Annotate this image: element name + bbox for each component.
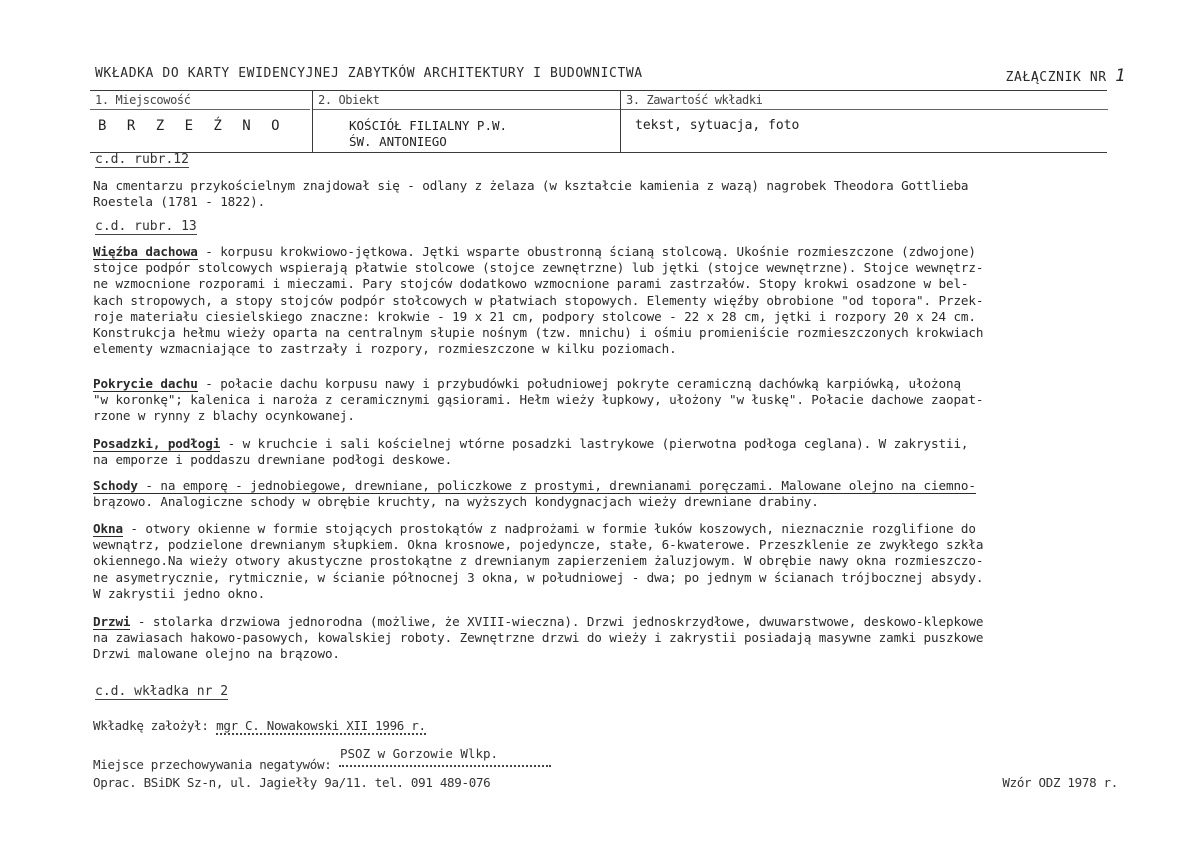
document-title: WKŁADKA DO KARTY EWIDENCYJNEJ ZABYTKÓW ARCHITEKTURY I BUDOWNICTWA — [95, 66, 643, 81]
rubric12-heading: c.d. rubr.12 — [95, 152, 189, 167]
contents-label: 3. Zawartość wkładki — [626, 93, 763, 107]
negatives-value: PSOZ w Gorzowie Wlkp. — [340, 746, 499, 761]
locality-label: 1. Miejscowość — [95, 93, 191, 107]
section-title: Więźba dachowa — [93, 244, 198, 259]
windows-section — [93, 521, 1113, 602]
text-line: brązowo. Analogiczne schody w obrębie kruchty, na wyższych kondygnacjach wieży drewniane drabiny. — [93, 494, 819, 510]
section-title: Drzwi — [93, 614, 131, 629]
locality-value: B R Z E Ź N O — [98, 118, 286, 134]
insert-continuation: c.d. wkładka nr 2 — [95, 684, 229, 699]
dotted-fill — [339, 765, 551, 767]
floors-section — [93, 436, 1113, 468]
text-line: Roestela (1781 - 1822). — [93, 194, 266, 210]
text-line: Konstrukcja hełmu wieży oparta na centralnym słupie nośnym (tzw. mnichu) i ośmiu promieniście rozmieszczonych krokwiach — [93, 325, 984, 341]
text-line: Schody - na emporę - jednobiegowe, drewniane, policzkowe z prostymi, drewnianami poręczami. Malowane olejno na ciemno- — [93, 478, 976, 493]
text-line: stojce podpór stolcowych wspierają płatwie stolcowe (stojce zewnętrzne) lub jętki (stojce wewnętrzne). Stojce wewnętrz- — [93, 260, 984, 276]
text-line: "w koronkę"; kalenica i naroża z ceramicznymi gąsiorami. Hełm wieży łupkowy, ułożony "w łuskę". Połacie dachowe zaopat- — [93, 392, 984, 408]
section-title: Pokrycie dachu — [93, 376, 198, 391]
text-line: elementy wzmacniające to zastrzały i rozpory, rozmieszczone w kilku poziomach. — [93, 341, 677, 357]
text-line: roje materiału ciesielskiego znaczne: krokwie - 19 x 21 cm, podpory stolcowe - 22 x 28 cm, jętki i rozpory 20 x 24 cm. — [93, 308, 976, 324]
text-line: Drzwi malowane olejno na brązowo. — [93, 646, 340, 662]
contents-value: tekst, sytuacja, foto — [635, 118, 800, 133]
object-value-line1: KOŚCIÓŁ FILIALNY P.W. — [349, 118, 508, 133]
text-line: na emporze i poddaszu drewniane podłogi deskowe. — [93, 452, 453, 468]
text-line: Posadzki, podłogi - w kruchcie i sali kościelnej wtórne posadzki lastrykowe (pierwotna podłoga ceglana). W zakrystii, — [93, 436, 969, 451]
rubric12-text — [93, 178, 1113, 210]
form-code: Wzór ODZ 1978 r. — [1002, 775, 1118, 790]
section-title: Okna — [93, 521, 123, 536]
roof-truss-section — [93, 244, 1113, 357]
text-line: Na cmentarzu przykościelnym znajdował się - odlany z żelaza (w kształcie kamienia z wazą) nagrobek Theodora Gottlieba — [93, 178, 969, 193]
text-line: W zakrystii jedno okno. — [93, 585, 266, 601]
cell-divider — [313, 109, 621, 110]
contents-cell — [620, 91, 1108, 152]
attachment-label: ZAŁĄCZNIK NR — [1005, 70, 1107, 85]
text-line: kach stropowych, a stopy stojców podpór stołcowych w płatwiach stopowych. Elementy więźby obrobione "od topora". Przek- — [93, 292, 984, 308]
text-line: ne wzmocnione rozporami i mieczami. Pary stojców dodatkowo wzmocnione parami zastrzałów. Stopy krokwi osadzone w bel- — [93, 276, 969, 292]
object-label: 2. Obiekt — [318, 93, 380, 107]
created-by-line — [93, 718, 426, 733]
section-title: Schody — [93, 478, 138, 493]
rubric13-heading: c.d. rubr. 13 — [95, 219, 197, 234]
object-value-line2: ŚW. ANTONIEGO — [349, 134, 447, 149]
roofing-section — [93, 376, 1113, 425]
prepared-by: Oprac. BSiDK Sz-n, ul. Jagiełły 9a/11. tel. 091 489-076 — [93, 775, 491, 790]
attachment-number-value: 1 — [1115, 66, 1126, 86]
text-line: rzone w rynny z blachy ocynkowanej. — [93, 408, 355, 424]
header-fields-table — [90, 90, 1107, 153]
attachment-number — [1006, 66, 1126, 86]
text-line: okiennego.Na wieży otwory akustyczne prostokątne z drewnianym zapierzeniem żaluzjowym. W obrębie nawy okna rozmieszczo- — [93, 553, 984, 569]
text-line: ne asymetrycznie, rytmicznie, w ścianie północnej 3 okna, w południowej - dwa; po jednym w ścianach trójbocznej absydy. — [93, 569, 984, 585]
doors-section — [93, 614, 1113, 663]
created-by-label: Wkładkę założył: — [93, 718, 209, 733]
negatives-line — [93, 757, 551, 772]
object-value — [349, 118, 507, 150]
text-line: Pokrycie dachu - połacie dachu korpusu nawy i przybudówki południowej pokryte ceramiczną dachówką karpiówką, ułożoną — [93, 376, 961, 391]
text-line: na zawiasach hakowo-pasowych, kowalskiej roboty. Zewnętrzne drzwi do wieży i zakrystii posiadają masywne zamki puszkowe — [93, 630, 984, 646]
cell-divider — [621, 109, 1108, 110]
text-line: Drzwi - stolarka drzwiowa jednorodna (możliwe, że XVIII-wieczna). Drzwi jednoskrzydłowe, dwuwarstwowe, deskowo-klepkowe — [93, 614, 984, 629]
stairs-section — [93, 478, 1113, 510]
text-line: Więźba dachowa - korpusu krokwiowo-jętkowa. Jętki wsparte obustronną ścianą stolcową. Ukośnie rozmieszczone (zdwojone) — [93, 244, 976, 259]
text-line: wewnątrz, podzielone drewnianym słupkiem. Okna krosnowe, pojedyncze, stałe, 6-kwaterowe. Przeszklenie ze zwykłego szkła — [93, 537, 984, 553]
object-cell — [312, 91, 621, 152]
locality-cell — [90, 91, 310, 152]
negatives-label: Miejsce przechowywania negatywów: — [93, 757, 332, 772]
section-title: Posadzki, podłogi — [93, 436, 221, 451]
created-by-value: mgr C. Nowakowski XII 1996 r. — [216, 718, 426, 733]
cell-divider — [90, 109, 310, 110]
text-line: Okna - otwory okienne w formie stojących prostokątów z nadprożami w formie łuków koszowych, nieznacznie rozglifione do — [93, 521, 976, 536]
